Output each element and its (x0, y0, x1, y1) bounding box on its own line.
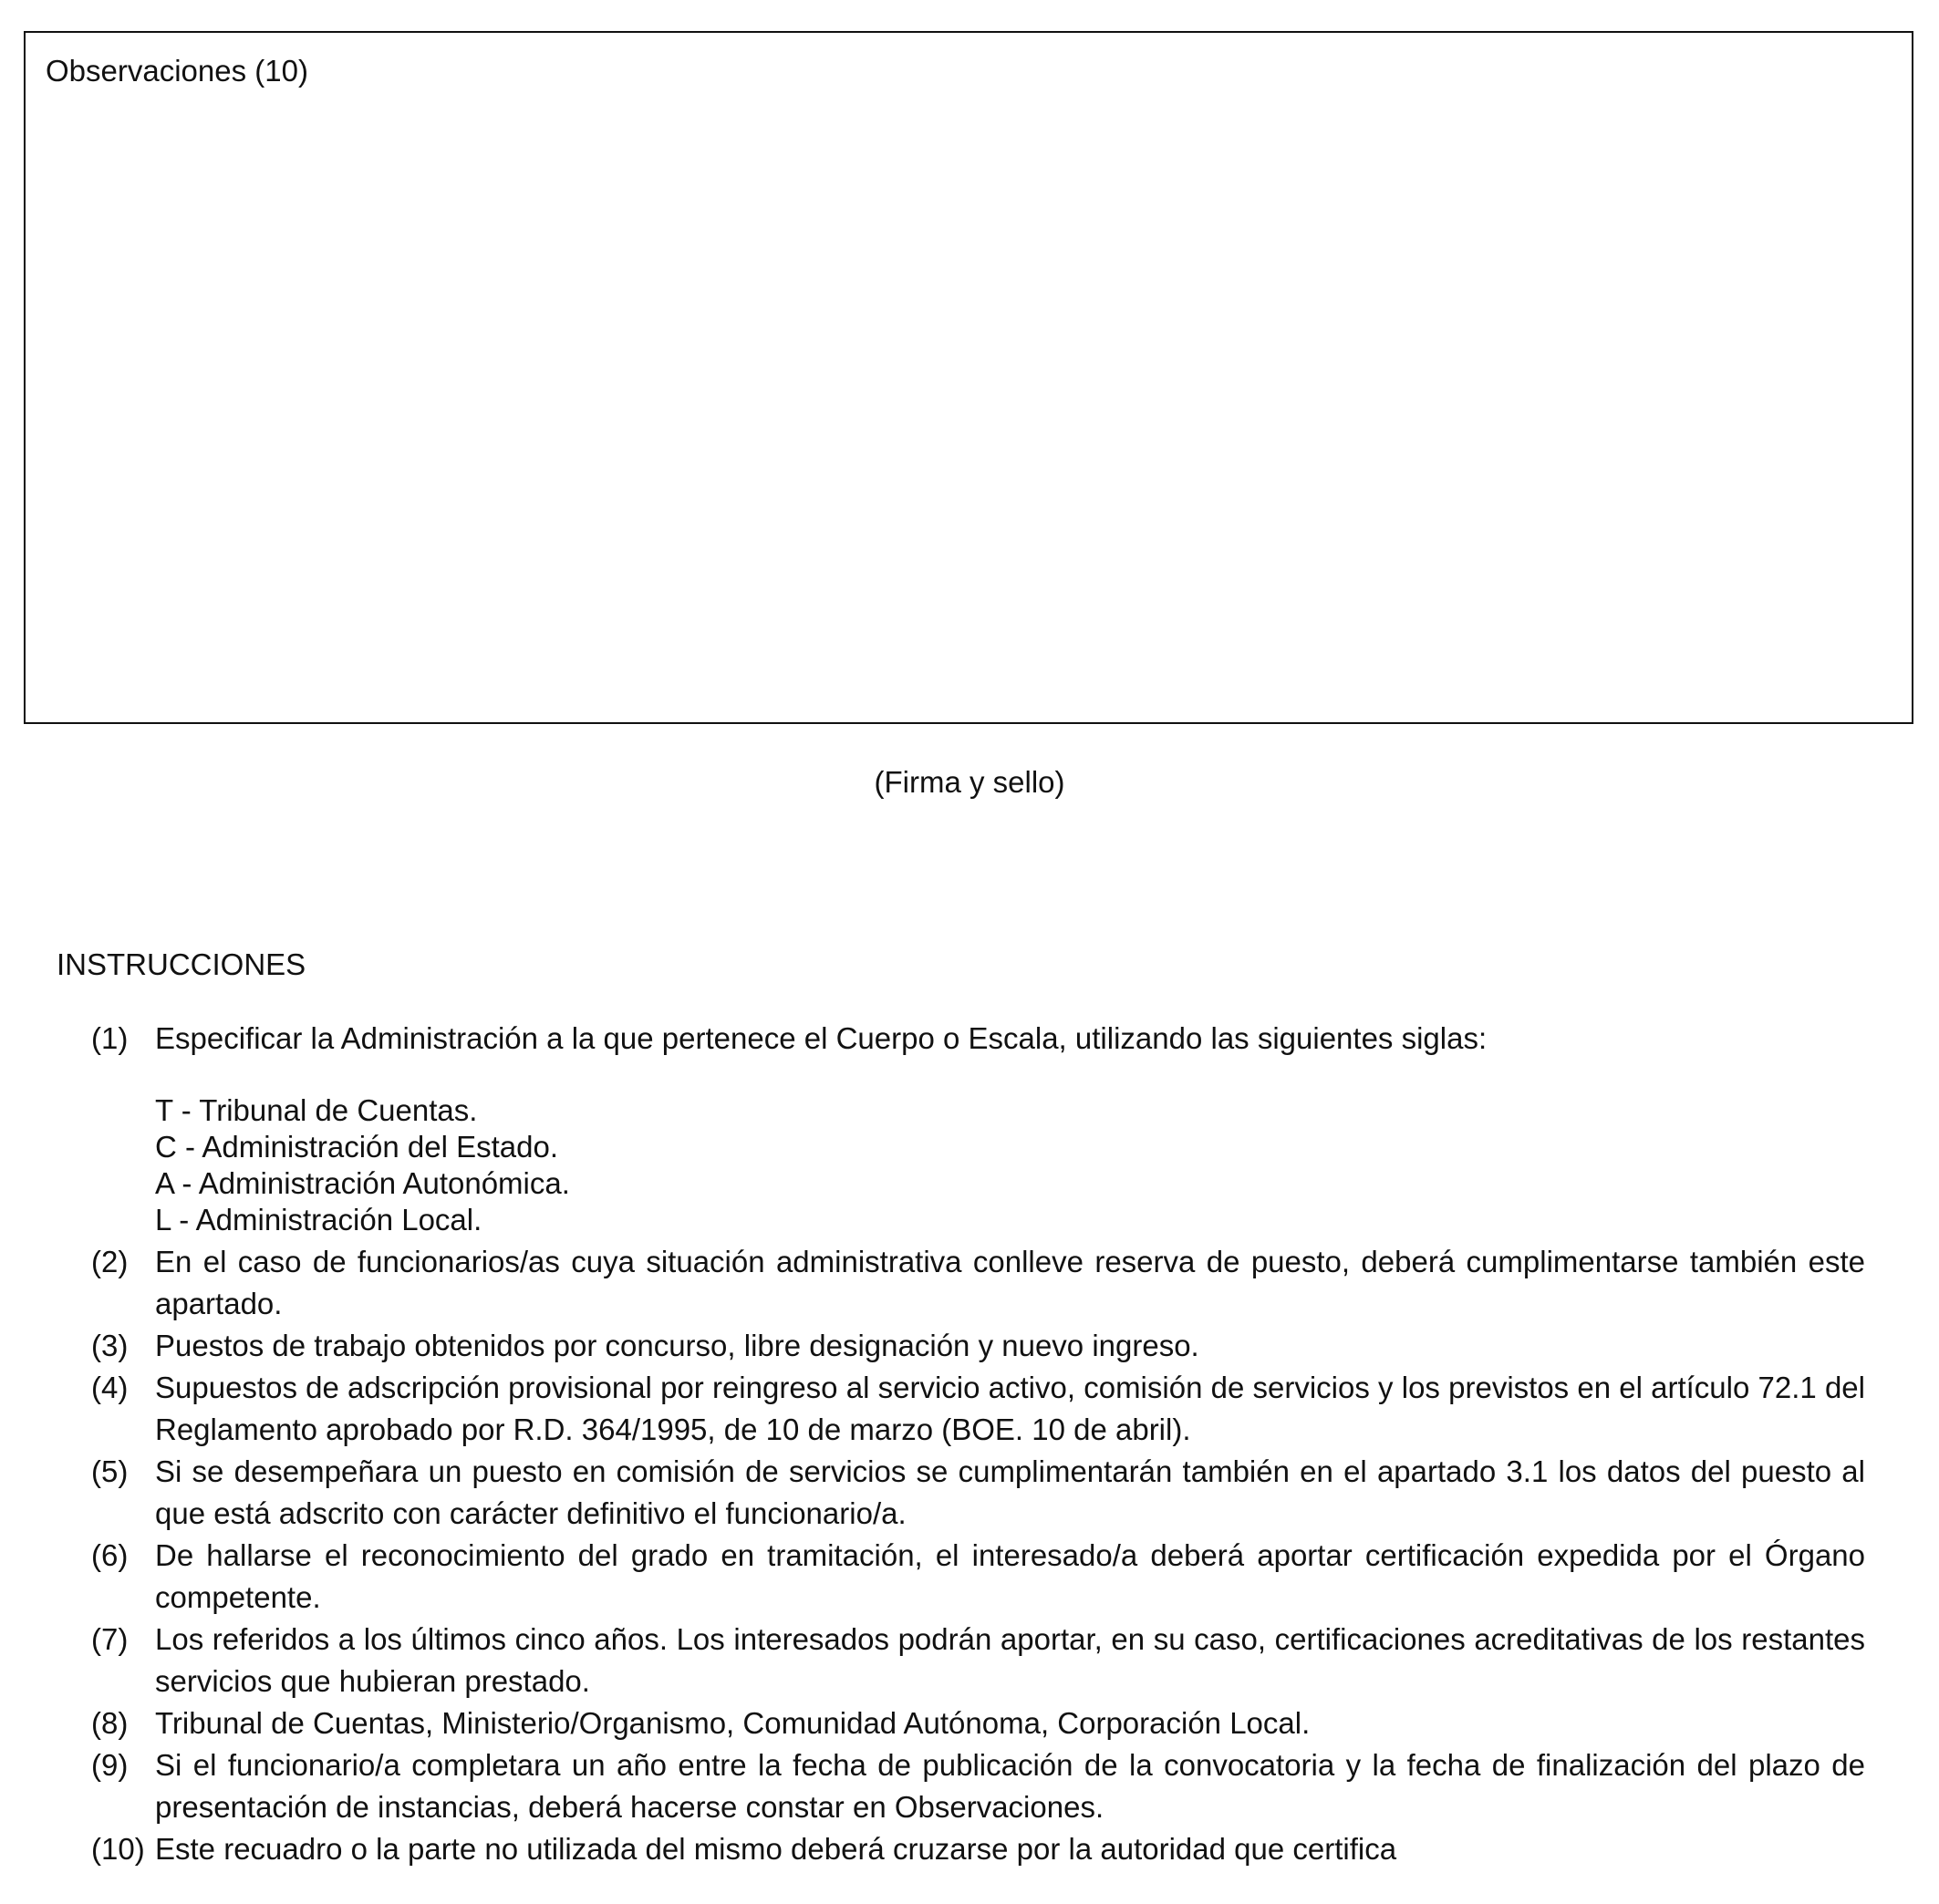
instruccion-number: (8) (91, 1706, 129, 1740)
instruccion-text: Puestos de trabajo obtenidos por concurso, libre designación y nuevo ingreso. (155, 1329, 1199, 1362)
instruccion-2 (91, 1241, 1865, 1325)
instruccion-3 (91, 1325, 1865, 1367)
instruccion-text: De hallarse el reconocimiento del grado en tramitación, el interesado/a deberá aportar certificación expedida por el Órgano competente. (155, 1538, 1865, 1614)
instrucciones-title: INSTRUCCIONES (57, 947, 306, 981)
instruccion-4 (91, 1367, 1865, 1451)
instruccion-number: (7) (91, 1622, 129, 1656)
instruccion-10 (91, 1828, 1865, 1870)
instruccion-1 (91, 1018, 1865, 1060)
instruccion-text: Si el funcionario/a completara un año entre la fecha de publicación de la convocatoria y la fecha de finalización del plazo de presentación de instancias, deberá hacerse constar en Observaciones. (155, 1748, 1865, 1824)
instruccion-text: Los referidos a los últimos cinco años. Los interesados podrán aportar, en su caso, certificaciones acreditativas de los restantes servicios que hubieran prestado. (155, 1622, 1865, 1698)
sigla-item: L - Administración Local. (155, 1203, 482, 1237)
sigla-item: A - Administración Autonómica. (155, 1166, 570, 1200)
instruccion-text: Si se desempeñara un puesto en comisión de servicios se cumplimentarán también en el apartado 3.1 los datos del puesto al que está adscrito con carácter definitivo el funcionario/a. (155, 1454, 1865, 1530)
instruccion-number: (3) (91, 1329, 129, 1362)
instruccion-text: En el caso de funcionarios/as cuya situación administrativa conlleve reserva de puesto, deberá cumplimentarse también este apartado. (155, 1245, 1865, 1320)
firma-y-sello-caption: (Firma y sello) (874, 765, 1065, 799)
instruccion-text: Especificar la Administración a la que pertenece el Cuerpo o Escala, utilizando las siguientes siglas: (155, 1021, 1488, 1055)
instruccion-text: Este recuadro o la parte no utilizada del mismo deberá cruzarse por la autoridad que certifica (155, 1832, 1397, 1866)
instruccion-7 (91, 1619, 1865, 1702)
instruccion-6 (91, 1535, 1865, 1619)
instruccion-number: (2) (91, 1245, 129, 1278)
instruccion-number: (9) (91, 1748, 129, 1782)
instruccion-5 (91, 1451, 1865, 1535)
observaciones-box (24, 31, 1913, 724)
instruccion-9 (91, 1744, 1865, 1828)
instruccion-number: (4) (91, 1371, 129, 1404)
instruccion-number: (6) (91, 1538, 129, 1572)
instruccion-number: (5) (91, 1454, 129, 1488)
sigla-item: C - Administración del Estado. (155, 1130, 559, 1164)
instruccion-text: Supuestos de adscripción provisional por reingreso al servicio activo, comisión de servicios y los previstos en el artículo 72.1 del Reglamento aprobado por R.D. 364/1995, de 10 de marzo (BOE. 10 de abril). (155, 1371, 1865, 1446)
instruccion-text: Tribunal de Cuentas, Ministerio/Organismo, Comunidad Autónoma, Corporación Local. (155, 1706, 1311, 1740)
observaciones-label: Observaciones (10) (46, 54, 308, 88)
sigla-item: T - Tribunal de Cuentas. (155, 1093, 478, 1127)
instruccion-8 (91, 1702, 1865, 1744)
instruccion-number: (10) (91, 1832, 145, 1866)
siglas-list (155, 1092, 570, 1238)
instruccion-number: (1) (91, 1021, 129, 1055)
